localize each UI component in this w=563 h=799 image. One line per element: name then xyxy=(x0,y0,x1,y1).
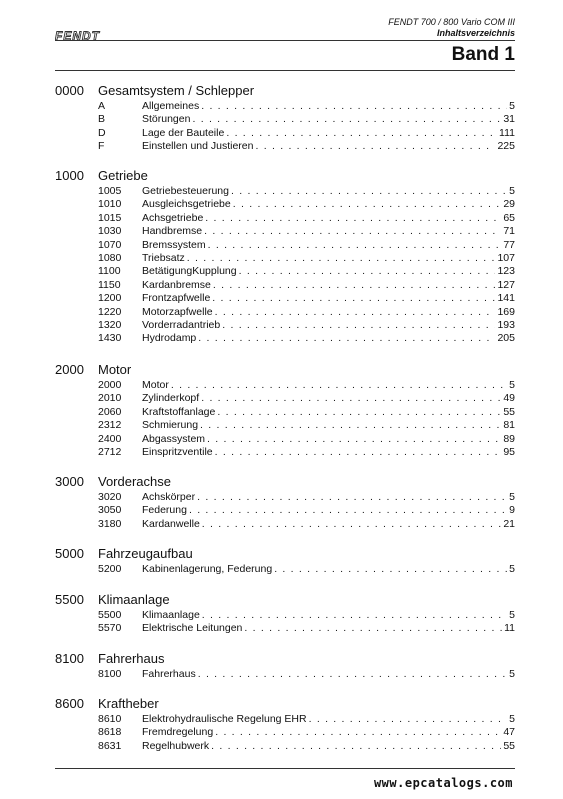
entry-code: 8631 xyxy=(98,739,122,752)
entry-title: Fahrerhaus xyxy=(142,668,196,680)
entry-title: Achskörper xyxy=(142,491,196,503)
entry-page-number: 193 xyxy=(497,318,515,331)
section-title: Kraftheber xyxy=(98,696,159,711)
toc-entry[interactable] xyxy=(55,185,515,198)
entry-title: Vorderradantrieb xyxy=(142,318,221,331)
entry-page-number: 5 xyxy=(509,713,515,725)
entry-page-number: 5 xyxy=(509,379,515,391)
section-heading xyxy=(55,696,515,712)
entry-title: Getriebesteuerung xyxy=(142,185,229,197)
entry-code: A xyxy=(98,100,106,112)
toc-section xyxy=(55,168,515,346)
dot-leader xyxy=(200,419,501,432)
dot-leader xyxy=(197,491,507,504)
entry-code: 3050 xyxy=(98,504,122,517)
dot-leader xyxy=(208,239,502,252)
entry-title: Zylinderkopf xyxy=(142,392,200,405)
entry-page-number: 107 xyxy=(497,251,515,264)
dot-leader xyxy=(215,726,501,739)
section-code: 8100 xyxy=(55,651,84,666)
toc-entry[interactable] xyxy=(55,518,515,531)
section-title: Getriebe xyxy=(98,168,148,183)
dot-leader xyxy=(215,306,496,319)
dot-leader xyxy=(256,140,496,153)
entry-title: Regelhubwerk xyxy=(142,739,210,752)
entry-title: Einspritzventile xyxy=(142,445,213,458)
section-title: Klimaanlage xyxy=(98,592,170,607)
toc-entry[interactable] xyxy=(55,446,515,459)
entry-page-number: 71 xyxy=(503,225,515,238)
document-title: FENDT 700 / 800 Vario COM III xyxy=(388,17,515,27)
toc-entry[interactable] xyxy=(55,504,515,517)
entry-page-number: 205 xyxy=(497,332,515,345)
entry-page-number: 5 xyxy=(509,185,515,197)
entry-title: Störungen xyxy=(142,113,191,126)
entry-code: 2010 xyxy=(98,392,122,405)
entry-title: Ausgleichsgetriebe xyxy=(142,198,231,211)
dot-leader xyxy=(189,504,507,517)
entry-code: 1220 xyxy=(98,305,122,318)
dot-leader xyxy=(192,113,501,126)
entry-code: 1320 xyxy=(98,318,122,331)
entry-code: 1015 xyxy=(98,211,122,224)
entry-title: Kardanwelle xyxy=(142,517,200,530)
dot-leader xyxy=(201,100,507,113)
entry-page-number: 5 xyxy=(509,100,515,112)
entry-page-number: 89 xyxy=(503,432,515,445)
entry-code: 8610 xyxy=(98,713,122,725)
entry-code: 1080 xyxy=(98,251,122,264)
entry-title: Kardanbremse xyxy=(142,278,211,291)
entry-title: Frontzapfwelle xyxy=(142,292,211,305)
toc-entry[interactable] xyxy=(55,239,515,252)
entry-title: Motor xyxy=(142,379,169,391)
toc-entry[interactable] xyxy=(55,668,515,681)
entry-code: 2712 xyxy=(98,445,122,458)
toc-entry[interactable] xyxy=(55,713,515,726)
entry-page-number: 9 xyxy=(509,504,515,517)
toc-entry[interactable] xyxy=(55,726,515,739)
entry-page-number: 111 xyxy=(499,126,515,139)
toc-entry[interactable] xyxy=(55,379,515,392)
section-code: 5000 xyxy=(55,546,84,561)
entry-page-number: 225 xyxy=(497,140,515,153)
toc-entry[interactable] xyxy=(55,100,515,113)
toc-entry[interactable] xyxy=(55,252,515,265)
entry-code: 5500 xyxy=(98,609,122,621)
section-title: Gesamtsystem / Schlepper xyxy=(98,83,255,98)
section-code: 0000 xyxy=(55,83,84,98)
entry-title: Elektrische Leitungen xyxy=(142,622,243,635)
entry-page-number: 141 xyxy=(497,292,515,305)
dot-leader xyxy=(198,332,495,345)
toc-entry[interactable] xyxy=(55,279,515,292)
toc-section xyxy=(55,474,515,531)
toc-entry[interactable] xyxy=(55,265,515,278)
entry-code: 1430 xyxy=(98,332,122,345)
entry-code: 1100 xyxy=(98,265,121,278)
entry-title: Schmierung xyxy=(142,419,199,432)
entry-code: 1070 xyxy=(98,238,122,251)
entry-title: BetätigungKupplung xyxy=(142,265,237,278)
entry-code: 8100 xyxy=(98,668,122,680)
dot-leader xyxy=(171,379,507,392)
toc-entry[interactable] xyxy=(55,113,515,126)
toc-entry[interactable] xyxy=(55,292,515,305)
header-divider xyxy=(55,40,515,41)
entry-code: 5570 xyxy=(98,622,122,635)
entry-page-number: 81 xyxy=(503,419,515,432)
entry-title: Kraftstoffanlage xyxy=(142,405,216,418)
entry-page-number: 55 xyxy=(503,739,515,752)
entry-page-number: 123 xyxy=(497,265,515,278)
entry-code: 5200 xyxy=(98,563,122,575)
entry-code: 2000 xyxy=(98,379,122,391)
dot-leader xyxy=(212,292,495,305)
entry-title: Fremdregelung xyxy=(142,726,214,739)
section-code: 3000 xyxy=(55,474,84,489)
entry-title: Klimaanlage xyxy=(142,609,200,621)
toc-section xyxy=(55,651,515,681)
section-heading xyxy=(55,83,515,99)
toc-entry[interactable] xyxy=(55,491,515,504)
toc-entry[interactable] xyxy=(55,225,515,238)
dot-leader xyxy=(202,609,507,622)
entry-title: Handbremse xyxy=(142,225,203,238)
dot-leader xyxy=(187,252,496,265)
toc-entry[interactable] xyxy=(55,622,515,635)
section-title: Fahrzeugaufbau xyxy=(98,546,193,561)
section-heading xyxy=(55,546,515,562)
dot-leader xyxy=(198,668,507,681)
footer-divider xyxy=(55,768,515,769)
section-code: 2000 xyxy=(55,362,84,377)
entry-page-number: 5 xyxy=(509,563,515,575)
dot-leader xyxy=(201,392,501,405)
section-heading xyxy=(55,651,515,667)
entry-page-number: 169 xyxy=(497,305,515,318)
entry-title: Triebsatz xyxy=(142,251,185,264)
dot-leader xyxy=(239,265,496,278)
section-code: 8600 xyxy=(55,696,84,711)
dot-leader xyxy=(309,713,508,726)
toc-entry[interactable] xyxy=(55,332,515,345)
toc-entry[interactable] xyxy=(55,319,515,332)
entry-code: 3020 xyxy=(98,491,122,503)
entry-title: Einstellen und Justieren xyxy=(142,140,254,153)
dot-leader xyxy=(215,446,502,459)
entry-code: 3180 xyxy=(98,517,122,530)
toc-entry[interactable] xyxy=(55,212,515,225)
entry-page-number: 11 xyxy=(504,622,515,635)
entry-title: Hydrodamp xyxy=(142,332,197,345)
section-heading xyxy=(55,592,515,608)
entry-page-number: 29 xyxy=(503,198,515,211)
section-code: 1000 xyxy=(55,168,84,183)
section-title: Fahrerhaus xyxy=(98,651,165,666)
entry-code: 2312 xyxy=(98,419,122,432)
toc-entry[interactable] xyxy=(55,419,515,432)
document-subtitle: Inhaltsverzeichnis xyxy=(436,28,515,38)
entry-title: Federung xyxy=(142,504,187,517)
section-heading xyxy=(55,474,515,490)
toc-entry[interactable] xyxy=(55,609,515,622)
entry-code: D xyxy=(98,126,106,139)
entry-code: 1150 xyxy=(98,278,121,291)
toc-entry[interactable] xyxy=(55,740,515,753)
dot-leader xyxy=(222,319,495,332)
entry-code: 1010 xyxy=(98,198,122,211)
entry-code: 1005 xyxy=(98,185,122,197)
dot-leader xyxy=(211,740,501,753)
entry-code: 2060 xyxy=(98,405,122,418)
toc-section xyxy=(55,592,515,636)
toc-entry[interactable] xyxy=(55,563,515,576)
entry-code: F xyxy=(98,140,105,153)
entry-code: 2400 xyxy=(98,432,122,445)
toc-entry[interactable] xyxy=(55,433,515,446)
entry-page-number: 31 xyxy=(503,113,515,126)
section-heading xyxy=(55,168,515,184)
dot-leader xyxy=(213,279,496,292)
dot-leader xyxy=(231,185,507,198)
toc-section xyxy=(55,546,515,576)
entry-title: Kabinenlagerung, Federung xyxy=(142,563,273,575)
dot-leader xyxy=(205,212,501,225)
band-divider xyxy=(55,70,515,71)
dot-leader xyxy=(202,518,502,531)
entry-page-number: 5 xyxy=(509,609,515,621)
dot-leader xyxy=(217,406,501,419)
entry-page-number: 127 xyxy=(497,278,515,291)
section-title: Motor xyxy=(98,362,132,377)
footer-url: www.epcatalogs.com xyxy=(373,776,513,790)
dot-leader xyxy=(274,563,507,576)
entry-page-number: 55 xyxy=(503,405,515,418)
dot-leader xyxy=(207,433,501,446)
entry-page-number: 49 xyxy=(503,392,515,405)
entry-page-number: 21 xyxy=(503,517,515,530)
entry-title: Lage der Bauteile xyxy=(142,126,225,139)
entry-page-number: 77 xyxy=(503,238,515,251)
entry-code: 1030 xyxy=(98,225,122,238)
entry-code: 8618 xyxy=(98,726,122,739)
toc-section xyxy=(55,362,515,459)
dot-leader xyxy=(204,225,501,238)
entry-code: 1200 xyxy=(98,292,122,305)
dot-leader xyxy=(244,622,502,635)
entry-page-number: 5 xyxy=(509,668,515,680)
toc-entry[interactable] xyxy=(55,140,515,153)
entry-page-number: 47 xyxy=(503,726,515,739)
band-title: Band 1 xyxy=(451,44,515,65)
entry-title: Motorzapfwelle xyxy=(142,305,213,318)
section-code: 5500 xyxy=(55,592,84,607)
toc-entry[interactable] xyxy=(55,127,515,140)
entry-title: Achsgetriebe xyxy=(142,211,204,224)
toc-entry[interactable] xyxy=(55,392,515,405)
toc-section xyxy=(55,83,515,154)
toc-entry[interactable] xyxy=(55,306,515,319)
section-heading xyxy=(55,362,515,378)
section-title: Vorderachse xyxy=(98,474,171,489)
entry-title: Abgassystem xyxy=(142,432,206,445)
entry-title: Elektrohydraulische Regelung EHR xyxy=(142,713,307,725)
toc-section xyxy=(55,696,515,753)
entry-code: B xyxy=(98,113,106,126)
entry-title: Allgemeines xyxy=(142,100,200,112)
entry-title: Bremssystem xyxy=(142,238,206,251)
toc-entry[interactable] xyxy=(55,198,515,211)
entry-page-number: 95 xyxy=(503,445,515,458)
dot-leader xyxy=(233,198,502,211)
dot-leader xyxy=(226,127,497,140)
svg-text:FENDT: FENDT xyxy=(55,29,100,42)
entry-page-number: 65 xyxy=(503,211,515,224)
entry-page-number: 5 xyxy=(509,491,515,503)
toc-entry[interactable] xyxy=(55,406,515,419)
